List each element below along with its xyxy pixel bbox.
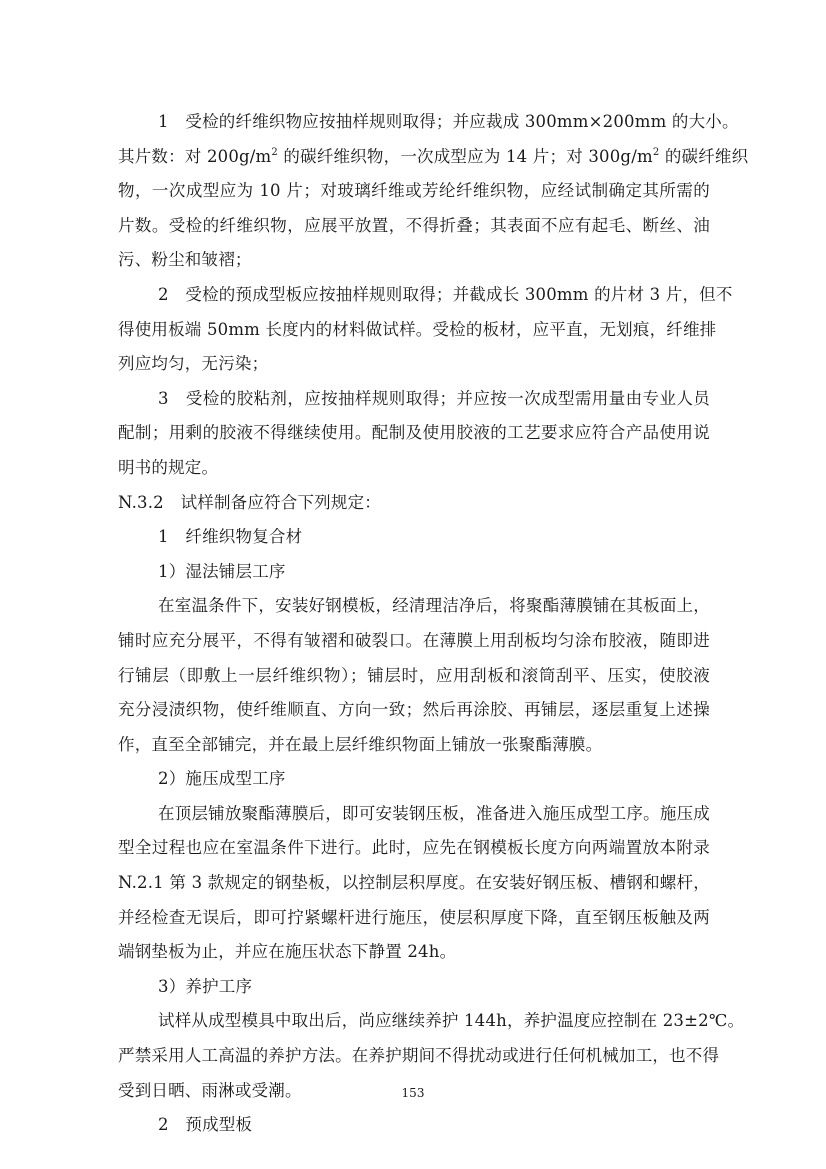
text-line: 配制；用剩的胶液不得继续使用。配制及使用胶液的工艺要求应符合产品使用说 [118,423,710,443]
superscript: 2 [271,146,278,158]
text-line: 铺时应充分展平，不得有皱褶和破裂口。在薄膜上用刮板均匀涂布胶液，随即进 [118,630,710,650]
text-line: 在室温条件下，安装好钢模板，经清理洁净后，将聚酯薄膜铺在其板面上， [158,596,710,616]
text-line: 在顶层铺放聚酯薄膜后，即可安装钢压板，准备进入施压成型工序。施压成 [158,803,710,823]
paragraph-curing [118,1004,745,1039]
text-line: 1）湿法铺层工序 [158,561,286,581]
text-line: 并经检查无误后，即可拧紧螺杆进行施压，使层积厚度下降，直至钢压板触及两 [118,907,710,927]
text-line: 型全过程也应在室温条件下进行。此时，应先在钢模板长度方向两端置放本附录 [118,838,710,858]
superscript: 2 [652,146,660,158]
paragraph-fiber-fabric-sampling [118,105,739,140]
text-line: 得使用板端 50mm 长度内的材料做试样。受检的板材，应平直，无划痕，纤维排 [118,319,717,339]
text-line: N.3.2 试样制备应符合下列规定： [118,492,381,512]
paragraph-adhesive-sampling-cont [118,416,710,485]
text-line: 列应均匀，无污染； [118,354,269,374]
paragraph-preformed-plate-sampling-cont [118,313,717,382]
subitem-heading-wet-layup [118,555,710,590]
paragraph-fiber-fabric-sampling-cont [118,140,749,278]
text-line: 物，一次成型应为 10 片；对玻璃纤维或芳纶纤维织物，应经试制确定其所需的 [118,181,710,201]
text-line: 试样从成型模具中取出后，尚应继续养护 144h，养护温度应控制在 23±2℃。 [158,1011,745,1031]
text-line: 片数。受检的纤维织物，应展平放置，不得折叠；其表面不应有起毛、断丝、油 [118,215,710,235]
clause-heading [118,486,710,521]
paragraph-pressing-cont [118,831,710,969]
text-line: 1 纤维织物复合材 [158,527,303,547]
text-line: 2）施压成型工序 [158,769,286,789]
text-line: N.2.1 第 3 款规定的钢垫板，以控制层积厚度。在安装好钢压板、槽钢和螺杆， [118,873,710,893]
text-line: 行铺层（即敷上一层纤维织物）；铺层时，应用刮板和滚筒刮平、压实，使胶液 [118,665,710,685]
subitem-heading-pressing [118,762,710,797]
text-line: 明书的规定。 [118,457,219,477]
text-line: 端钢垫板为止，并应在施压状态下静置 24h。 [118,942,457,962]
text-line: 2 预成型板 [158,1115,253,1135]
text-line: 严禁采用人工高温的养护方法。在养护期间不得扰动或进行任何机械加工，也不得 [118,1046,720,1066]
paragraph-wet-layup-cont [118,624,710,762]
subitem-heading-curing [118,970,710,1005]
text-line: 1 受检的纤维织物应按抽样规则取得；并应裁成 300mm×200mm 的大小。 [158,112,739,131]
text-line: 污、粉尘和皱褶； [118,250,252,270]
item-heading-fiber-composite [118,520,710,555]
body-text [118,105,749,1143]
text-line: 3 受检的胶粘剂，应按抽样规则取得；并应按一次成型需用量由专业人员 [158,388,710,408]
text-fragment: 其片数：对 200g/m [118,146,272,166]
text-fragment: 的碳纤维织物，一次成型应为 14 片；对 300g/m [277,146,653,166]
text-fragment: 的碳纤维织 [659,146,749,166]
paragraph-preformed-plate-sampling [118,278,733,313]
paragraph-wet-layup [118,589,710,624]
page-number: 153 [401,1086,425,1100]
text-line: 2 受检的预成型板应按抽样规则取得；并截成长 300mm 的片材 3 片，但不 [158,284,733,304]
text-line: 3）养护工序 [158,976,253,996]
item-heading-preformed-plate [118,1108,710,1143]
text-line: 受到日晒、雨淋或受潮。 [118,1080,302,1100]
paragraph-pressing [118,797,710,832]
text-line: 作，直至全部铺完，并在最上层纤维织物面上铺放一张聚酯薄膜。 [118,734,603,754]
text-line: 充分浸渍织物，使纤维顺直、方向一致；然后再涂胶、再铺层，逐层重复上述操 [118,700,710,720]
paragraph-adhesive-sampling [118,382,710,417]
text-line [118,140,749,175]
